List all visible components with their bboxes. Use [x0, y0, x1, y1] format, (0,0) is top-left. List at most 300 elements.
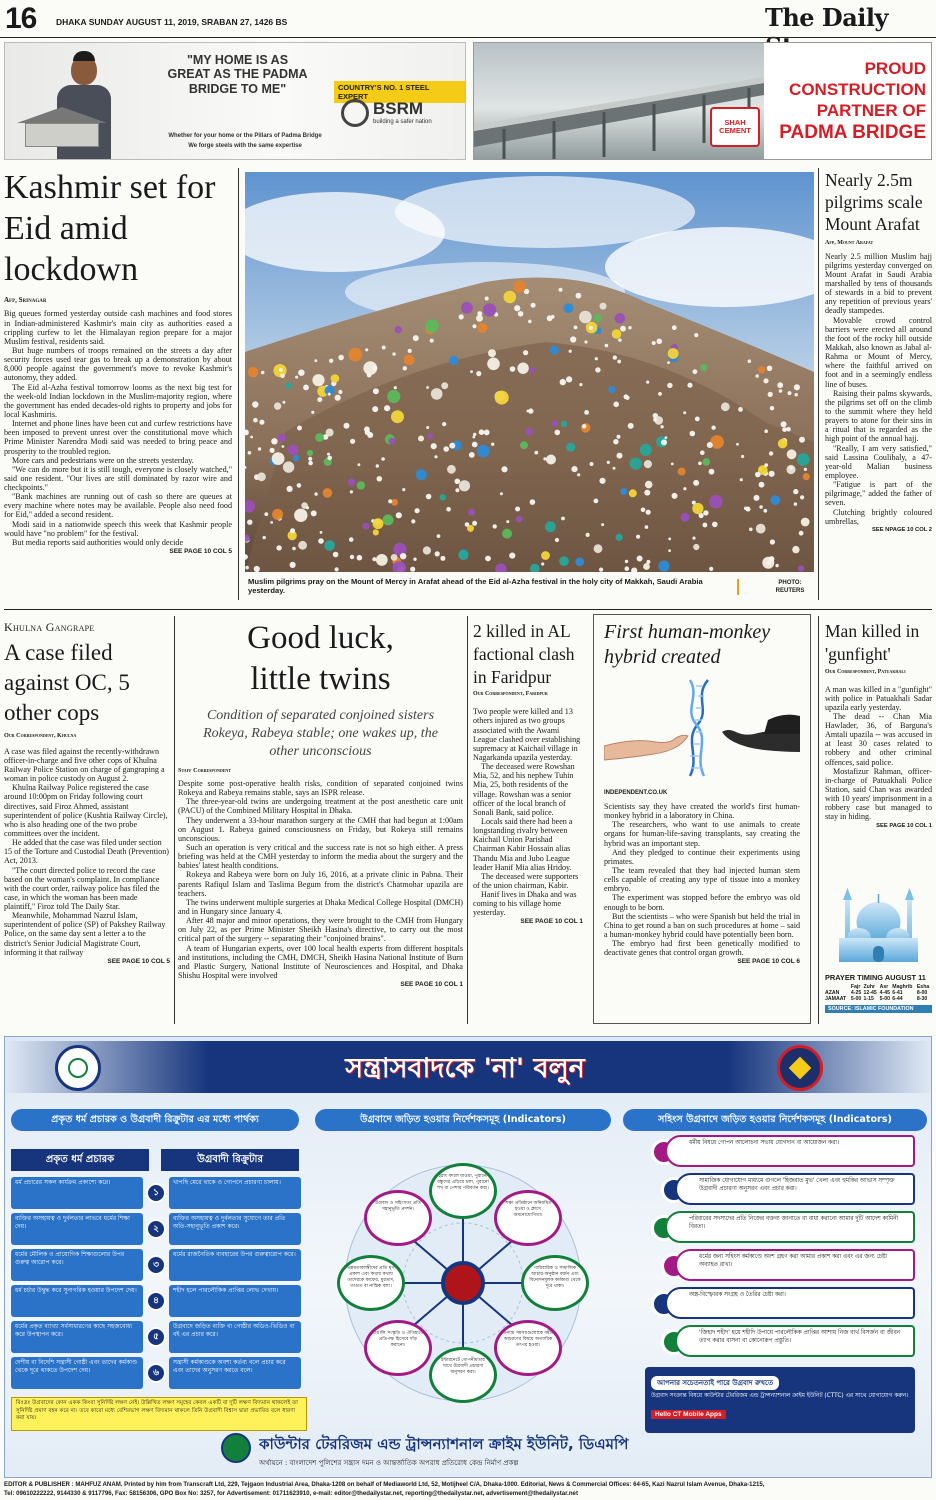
pilgrim	[748, 359, 752, 363]
pilgrim	[308, 461, 313, 466]
pilgrim	[290, 562, 296, 568]
twins-body	[178, 779, 463, 980]
pilgrim	[478, 311, 481, 314]
pilgrim	[253, 418, 258, 423]
umbrella	[692, 503, 703, 514]
unit-name: কাউন্টার টেররিজম এন্ড ট্রান্সন্যাশনাল ক্রাইম ইউনিট, ডিএমপি	[259, 1435, 629, 1453]
pilgrim	[577, 473, 580, 476]
faridpur-jump: SEE PAGE 10 COL 1	[520, 918, 583, 926]
umbrella	[559, 556, 569, 566]
umbrella	[324, 540, 335, 551]
true-preacher-cell: দেশীয় বা বিদেশি সন্ত্রাসী গোষ্ঠী এবং তাদের কর্মকাণ্ড থেকে দূরে থাকতে উপদেশ দেয়।	[11, 1357, 143, 1389]
row-number-badge: ৪	[146, 1291, 166, 1311]
prayer-title: PRAYER TIMING AUGUST 11	[825, 973, 926, 982]
umbrella	[758, 366, 765, 373]
pilgrim	[712, 522, 718, 528]
khulna-jump: SEE PAGE 10 COL 5	[107, 957, 170, 965]
pilgrim	[485, 556, 491, 562]
pilgrim	[449, 443, 455, 449]
pilgrim	[392, 352, 395, 355]
gunfight-byline: Our Correspondent, Patuakhali	[825, 668, 906, 675]
hybrid-para: The researchers, who want to use animals to create organs for human-life-saving transplants, say creating the hybrid was an important step.	[604, 820, 800, 848]
pilgrim	[770, 406, 774, 410]
pilgrim	[582, 424, 586, 428]
pilgrim	[372, 406, 378, 412]
pilgrim	[247, 520, 252, 525]
violent-indicator-list	[625, 1135, 925, 1375]
left-col-b-header: উগ্রবাদী রিক্রুটার	[161, 1149, 299, 1171]
pilgrim	[594, 499, 599, 504]
pilgrim	[327, 456, 332, 461]
pilgrim	[510, 366, 516, 372]
pilgrim	[613, 402, 619, 408]
pilgrim	[472, 324, 476, 328]
right-panel-heading: সহিংস উগ্রবাদে জড়িত হওয়ার নির্দেশকসমূহ (Indicators)	[623, 1109, 927, 1131]
pilgrim	[338, 390, 342, 394]
pilgrim	[625, 566, 630, 571]
page-number: 16	[5, 2, 37, 35]
hybrid-jump: SEE PAGE 10 COL 6	[737, 958, 800, 966]
umbrella	[517, 363, 528, 374]
pilgrim	[403, 366, 407, 370]
prayer-header: Esha	[916, 984, 930, 990]
pilgrim	[394, 386, 397, 389]
faridpur-para: Two people were killed and 13 others injured as two groups associated with the Awami League clashed over establishing supremacy at Kaichail village in Nagarkanda upazila yesterday.	[473, 707, 581, 762]
wheel-nodes	[319, 1137, 607, 1429]
umbrella	[298, 541, 307, 550]
comparison-row	[11, 1213, 301, 1245]
pilgrim	[800, 495, 804, 499]
contact-text: উগ্রবাদ সংক্রান্ত বিষয়ে কাউন্টার টেররিজম এন্ড ট্রান্সন্যাশনাল ক্রাইম ইউনিট (CTTC) এর সাথে যোগাযোগ করুন।	[651, 1393, 909, 1399]
shah-cement-ad	[473, 42, 932, 160]
contact-heading: আপনার সচেতনতাই পারে উগ্রবাদ রুখতে	[651, 1376, 779, 1390]
pilgrim	[707, 442, 713, 448]
extremist-recruiter-cell: শহীদ হলে পারলৌকিক প্রাপ্তির লোভ দেখায়।	[169, 1285, 301, 1317]
pilgrim	[338, 355, 344, 361]
violent-indicator-item: সামাজিক যোগাযোগ মাধ্যমে গুগলে 'হিজরাত মুভ' খেলা এবং হুমকির আভাস সম্পৃক্ত উগ্রবাদী প্রচারণা অনুসরণ এবং প্রচার করা।	[675, 1173, 915, 1205]
indicator-node: পারিবারিক ও সামাজিক আচার-অনুষ্ঠান বর্জন এবং বিনোদনমূলক কর্মকাণ্ড থেকে দূরে থাকা।	[521, 1255, 589, 1311]
umbrella	[608, 386, 615, 393]
ad-left-emblem	[55, 1045, 101, 1091]
umbrella	[658, 561, 669, 572]
bsrm-brand: BSRM	[373, 99, 424, 118]
pilgrim	[384, 405, 390, 411]
pilgrim	[270, 521, 273, 524]
pilgrim	[599, 478, 605, 484]
bsrm-sub1: Whether for your home or the Pillars of Padma Bridge	[168, 133, 322, 139]
umbrella	[467, 525, 474, 532]
faridpur-headline: 2 killed in AL factional clash in Faridpur	[473, 621, 575, 687]
pilgrim	[396, 512, 402, 518]
hybrid-para: And they pledged to continue their experiments using primates.	[604, 847, 800, 866]
umbrella	[801, 518, 810, 527]
umbrella	[331, 374, 340, 383]
pilgrim	[628, 423, 634, 429]
pilgrim	[625, 560, 628, 563]
arafat-story	[825, 170, 932, 602]
umbrella	[702, 458, 710, 466]
prayer-cell: 5-00	[850, 996, 862, 1002]
umbrella	[566, 443, 575, 452]
column-rule	[467, 616, 468, 1024]
pilgrim	[749, 528, 753, 532]
umbrella	[391, 499, 398, 506]
umbrella	[477, 323, 487, 333]
umbrella	[545, 521, 556, 532]
pilgrim	[261, 371, 265, 375]
pilgrim	[672, 493, 678, 499]
pilgrim	[559, 288, 563, 292]
pilgrim	[641, 508, 646, 513]
umbrella	[483, 303, 496, 316]
umbrella	[283, 461, 294, 472]
pilgrim	[740, 478, 743, 481]
umbrella	[593, 314, 601, 322]
pilgrim	[767, 561, 771, 565]
pilgrim	[411, 519, 415, 523]
prayer-cell: 4-45	[879, 990, 891, 996]
indicator-wheel	[319, 1137, 607, 1429]
umbrella	[640, 444, 652, 456]
pilgrim	[413, 335, 419, 341]
umbrella	[376, 554, 388, 566]
arafat-para: Movable crowd control barriers were erected all around the foot of the rocky hill outside Makkah, also known as Jabal al-Rahma or Mount of Mercy, where the faithful arrived on foot and in a seemingly endless line of buses.	[825, 315, 932, 389]
pilgrim	[388, 499, 392, 503]
pilgrim	[607, 461, 610, 464]
left-note: বিঃদ্রঃ উগ্রবাদের কোন একক কিংবা সুনির্দিষ্ট লক্ষণ নেই। উল্লিখিত লক্ষণ সমূহের কেবল একটি বা দুটি লক্ষণ বিদ্যমান থাকলেই তা সুনির্দিষ্ট প্রমাণ বহন করে না। তবে কারো মধ্যে বেশিরভাগ লক্ষণ বিদ্যমান থাকলে তিনি উগ্রবাদী বিশ্বাস দ্বারা প্রভাবিত বলে ধারণা করা যায়।	[11, 1397, 307, 1431]
pilgrim	[376, 464, 379, 467]
pilgrim	[377, 476, 383, 482]
pilgrim	[541, 562, 544, 565]
pilgrim	[534, 451, 538, 455]
pilgrim	[270, 448, 275, 453]
kashmir-para: Internet and phone lines have been cut and curfew restrictions have been imposed to prevent unrest over the constitutional move which Prime Minister Narendra Modi said was needed to bring peace and prosperity to the troubled region.	[4, 419, 232, 456]
masthead-rule	[0, 37, 936, 38]
twins-para: A team of Hungarian experts, over 100 local health experts from different hospitals and institutions, including the CMH, DMCH, Sheikh Hasina National Institute of Burn and Plastic Surgery, National Institute of Neurosciences and Hospital, and Dhaka Shishu Hospital were involved	[178, 943, 463, 981]
pilgrim	[574, 326, 578, 330]
umbrella	[348, 348, 362, 362]
pilgrim	[381, 457, 385, 461]
umbrella	[529, 367, 535, 373]
umbrella	[294, 509, 307, 522]
khulna-byline: Our Correspondent, Khulna	[4, 731, 77, 739]
pilgrim	[769, 471, 775, 477]
twins-byline: Staff Correspondent	[178, 767, 231, 775]
pilgrim	[365, 348, 368, 351]
bsrm-tagline: building a safer nation	[373, 119, 432, 125]
arafat-para: "Really, I am very satisfied," said Lassina Coulibaly, a 47-year-old Malian business employee.	[825, 443, 932, 480]
prayer-source: SOURCE: ISLAMIC FOUNDATION	[825, 1005, 932, 1013]
prayer-row	[825, 996, 932, 1002]
pilgrim	[657, 339, 663, 345]
prayer-header: Maghrib	[892, 984, 913, 990]
umbrella	[645, 481, 653, 489]
pilgrim	[617, 435, 621, 439]
pilgrim	[282, 445, 285, 448]
umbrella	[721, 402, 730, 411]
kashmir-para: "We can do more but it is still tough, everyone is closely watched," said one resident. "Our lives are still dominated by razor wire and checkpoints."	[4, 464, 232, 493]
umbrella	[504, 291, 517, 304]
pilgrim	[434, 455, 437, 458]
pilgrim	[703, 523, 708, 528]
violent-indicator-item: অস্ত্র-বিস্ফোরক সংগ্রহ ও তৈরির চেষ্টা করা।	[665, 1287, 915, 1319]
pilgrim	[646, 381, 649, 384]
pilgrim	[317, 397, 322, 402]
indicator-node: উগ্রবাদ ও সহিংসতা প্রতি সহানুভূতি প্রদর্শন।	[364, 1190, 432, 1246]
hybrid-credit: INDEPENDENT.CO.UK	[604, 790, 668, 796]
pilgrim	[295, 376, 298, 379]
khulna-para: "The court directed police to record the case based on the woman's complaint. In compliance with the court order, railway police has filed the case, in which the woman has been made plaintiff," Firoz told The Daily Star.	[4, 865, 160, 912]
pilgrim	[613, 439, 618, 444]
pilgrim	[455, 488, 459, 492]
pilgrim	[344, 423, 350, 429]
pilgrim	[311, 411, 314, 414]
pilgrim	[589, 326, 593, 330]
faridpur-byline: Our Correspondent, Faridpur	[473, 691, 548, 698]
bsrm-sub2: We forge steels with the same expertise	[188, 143, 302, 149]
column-rule	[174, 616, 175, 1024]
pilgrim	[263, 536, 266, 539]
umbrella	[477, 445, 490, 458]
pilgrim	[782, 427, 787, 432]
imprint-line-1: EDITOR & PUBLISHER : MAHFUZ ANAM. Printed by him from Transcraft Ltd, 229, Tejgaon Industrial Area, Dhaka-1208 on behalf of Mediaworld Ltd, 52, Motijheel C/A, Dhaka-1000. Editorial, News & Commercial Offices: 64-65, Kazi Nazrul Islam Avenue, Dhaka-1215,	[4, 1481, 765, 1488]
umbrella	[495, 391, 509, 405]
umbrella	[395, 326, 402, 333]
umbrella	[541, 551, 550, 560]
left-panel-heading: প্রকৃত ধর্ম প্রচারক ও উগ্রবাদী রিক্রুটার এর মধ্যে পার্থক্য	[11, 1109, 299, 1131]
umbrella	[458, 550, 468, 560]
umbrella	[693, 544, 699, 550]
pilgrim	[698, 462, 702, 466]
comparison-row	[11, 1285, 301, 1317]
pilgrim	[245, 566, 249, 570]
pilgrim	[248, 451, 252, 455]
bsrm-badge: COUNTRY'S NO. 1 STEEL EXPERT	[334, 81, 465, 103]
pilgrim	[493, 524, 497, 528]
shah-line1: PROUD	[864, 59, 926, 78]
umbrella	[502, 529, 512, 539]
pilgrim	[528, 320, 532, 324]
comparison-rows	[11, 1177, 301, 1393]
column-rule	[238, 168, 239, 600]
umbrella	[513, 280, 526, 293]
gunfight-para: The dead -- Chan Mia Hawlader, 36, of Barguna's Amtali upazila -- was accused in at least 30 cases related to robbery and other criminal offences, said police.	[825, 711, 932, 767]
umbrella	[423, 546, 431, 554]
pilgrim	[282, 401, 285, 404]
pilgrim	[576, 293, 582, 299]
gunfight-jump: SEE PAGE 10 COL 1	[876, 822, 932, 829]
gunfight-story	[825, 620, 932, 880]
violent-indicator-item: 'জিহাদ শহীদ' হয়ে শহীদি উপায়ে পারলৌকিক প্রাপ্তির আশায় নিজ বার্থ বিসর্জন বা জীবন ত্যাগ করার বাসনা বা কোনোরূপ প্রস্তুতি।	[675, 1325, 915, 1357]
hybrid-headline: First human-monkey hybrid created	[604, 621, 771, 668]
umbrella	[391, 410, 404, 423]
pilgrim	[329, 359, 333, 363]
pilgrim	[328, 393, 331, 396]
umbrella	[488, 349, 496, 357]
pilgrim	[779, 389, 783, 393]
app-label[interactable]: Hello CT Mobile Apps	[651, 1410, 726, 1419]
pilgrim	[755, 472, 761, 478]
faridpur-para: The deceased were Rowshan Mia, 52, and his nephew Tuhin Mia, 25, both residents of the village. Rowshan was a senior officer of the local branch of Sonali Bank, said police.	[473, 762, 575, 817]
faridpur-story	[473, 620, 583, 1025]
twins-para: The three-year-old twins are undergoing treatment at the post anesthetic care unit (PACU) of the Combined Military Hospital in Dhaka.	[178, 797, 463, 816]
umbrella	[803, 473, 810, 480]
pilgrim	[264, 512, 268, 516]
pilgrim	[652, 341, 656, 345]
gunfight-para: A man was killed in a "gunfight" with police in Patuakhali Sadar upazila early yesterday.	[825, 684, 932, 712]
pilgrim	[297, 426, 302, 431]
pilgrim	[579, 383, 582, 386]
twins-para: Such an operation is very critical and the success rate is not so high either. A press briefing was held at the CMH yesterday to inform the media about the surgery and the babies' latest health conditions.	[178, 843, 463, 871]
umbrella	[668, 348, 679, 359]
mid-panel-heading: উগ্রবাদে জড়িত হওয়ার নির্দেশকসমূহ (Indicators)	[315, 1109, 611, 1131]
kashmir-para: "Bank machines are running out of cash so there are queues at every machine where notes may be available. People also need food for Eid," added a second resident.	[4, 492, 232, 520]
pilgrim	[506, 520, 509, 523]
faridpur-para: Hanif lives in Dhaka and was coming to his village home yesterday.	[473, 890, 577, 918]
indicator-node: বাঙালি সংস্কৃতি ও ঐতিহ্যকে প্রতিপক্ষ হিসেবে দাঁড় করানো।	[364, 1320, 432, 1376]
umbrella	[612, 329, 622, 339]
pilgrim	[279, 368, 283, 372]
pilgrim	[618, 338, 621, 341]
pilgrim	[443, 446, 449, 452]
kashmir-body	[4, 309, 232, 547]
pilgrim	[435, 551, 440, 556]
umbrella	[616, 534, 623, 541]
pilgrim	[491, 443, 494, 446]
arafat-para: "Fatigue is part of the pilgrimage," added the father of seven.	[825, 480, 932, 508]
true-preacher-cell: ধর্মের মৌলিক ও প্রায়োগিক শিক্ষাগুলোর উপর গুরুত্ব আরোপ করে।	[11, 1249, 143, 1281]
pilgrim	[620, 326, 626, 332]
prayer-table	[825, 984, 932, 1002]
pilgrim	[350, 439, 355, 444]
indicator-node: ভিন্নমতাবলম্বীদের প্রতি ঘৃণা প্রকাশ এবং কথায় কথায় তাদেরকে কাফের, মুরতাদ, তাগুত বা নাস্তিক বলা।	[337, 1255, 405, 1311]
kashmir-para: Modi said in a nationwide speech this week that Kashmir people would have "no problem" for the festival.	[4, 519, 232, 538]
pilgrim	[259, 420, 264, 425]
umbrella	[272, 452, 285, 465]
pilgrim	[459, 314, 464, 319]
arafat-para: Clutching brightly coloured umbrellas,	[825, 507, 932, 526]
umbrella	[357, 481, 365, 489]
pilgrim	[485, 297, 489, 301]
pilgrim	[472, 521, 477, 526]
kashmir-para: Big queues formed yesterday outside cash machines and food stores in Indian-administered Kashmir's main city as authorities eased a crippling curfew to let the Himalayan region prepare for a major Muslim festival, residents said.	[4, 309, 232, 346]
umbrella	[630, 458, 642, 470]
pilgrim	[455, 479, 461, 485]
umbrella	[798, 565, 804, 571]
umbrella	[644, 460, 652, 468]
photo-credit: PHOTO: REUTERS	[775, 580, 805, 594]
pilgrim	[700, 450, 705, 455]
umbrella	[307, 450, 313, 456]
pilgrim	[402, 488, 405, 491]
true-preacher-cell: ধর্মের প্রকৃত ব্যাখ্যা সর্বসাধারণের কাছে সহজবোধ্য করে উপস্থাপন করে।	[11, 1321, 143, 1353]
pilgrim	[694, 333, 698, 337]
extremist-recruiter-cell: ধর্মের রাজনৈতিক ব্যবহারের উপর গুরুত্বারোপ করে।	[169, 1249, 301, 1281]
shah-logo-box	[710, 107, 760, 147]
hybrid-para: The embryo had first been genetically modified to deactivate genes that control organ growth.	[604, 939, 800, 958]
pilgrim	[770, 539, 775, 544]
extremist-recruiter-cell: উগ্রবাদে জড়িত ব্যক্তি বা গোষ্ঠীর অডিও-ভিডিও বা বই এর প্রচার করে।	[169, 1321, 301, 1353]
umbrella	[312, 374, 324, 386]
comparison-row	[11, 1249, 301, 1281]
ad-title: সন্ত্রাসবাদকে 'না' বলুন	[345, 1053, 585, 1084]
pilgrim	[570, 336, 576, 342]
prayer-cell: JAMAAT	[825, 996, 847, 1002]
umbrella	[520, 441, 528, 449]
pilgrim	[426, 494, 432, 500]
bsrm-slogan: "MY HOME IS AS GREAT AS THE PADMA BRIDGE TO ME"	[167, 53, 308, 96]
twins-story	[178, 618, 463, 1023]
pilgrim	[470, 370, 473, 373]
pilgrim	[518, 311, 524, 317]
pilgrim	[382, 346, 386, 350]
pilgrim	[410, 567, 415, 572]
shah-line4: PADMA BRIDGE	[779, 122, 926, 143]
pilgrim	[764, 429, 768, 433]
unit-credit: অর্থায়নে : বাংলাদেশ পুলিশের সন্ত্রাস দমন ও আন্তর্জাতিক অপরাধ প্রতিরোধ কেন্দ্র নির্মাণ প্রকল্প	[259, 1459, 519, 1467]
prayer-header: Fajr	[850, 984, 861, 990]
pilgrim	[311, 510, 317, 516]
umbrella	[288, 445, 299, 456]
pilgrim	[671, 463, 674, 466]
row-number-badge: ২	[146, 1219, 166, 1239]
umbrella	[787, 449, 797, 459]
section-rule	[4, 609, 932, 610]
arafat-para: Raising their palms skywards, the pilgrims set off on the climb to the summit where they held prayers to atone for their sins in a ritual that is regarded as the high point of the annual hajj.	[825, 388, 932, 444]
pilgrim	[617, 360, 621, 364]
umbrella	[643, 563, 650, 570]
umbrella	[526, 428, 533, 435]
umbrella	[416, 469, 427, 480]
twins-jump: SEE PAGE 10 COL 1	[400, 981, 463, 989]
pilgrim	[515, 507, 520, 512]
prayer-box	[825, 882, 932, 1028]
pilgrim	[590, 462, 594, 466]
khulna-para: Khulna Railway Police registered the case around 10:00pm on Friday following court directives, said Firoz Ahmed, assistant superintendent of police (Kushtia Railway Circle), who is also heading one of the two probe committees over the incident.	[4, 783, 168, 838]
pilgrim	[668, 549, 671, 552]
shah-line3: PARTNER OF	[816, 101, 926, 120]
umbrella	[383, 514, 394, 525]
faridpur-para: Locals said there had been a longstanding rivalry between Kaichail Union Parishad Chairman Kabir Hossain alias Thandu Mia and Jubo League leader Hanif Mia alias Hridoy.	[473, 816, 573, 872]
pilgrim	[769, 556, 775, 562]
arafat-jump: SEE NPAGE 10 COL 2	[871, 526, 932, 533]
prayer-cell: 1-15	[863, 996, 874, 1002]
pilgrim	[484, 430, 490, 436]
umbrella	[778, 439, 788, 449]
umbrella	[564, 303, 574, 313]
pilgrim	[350, 555, 354, 559]
umbrella	[615, 313, 626, 324]
pilgrim	[703, 510, 708, 515]
twins-para: They underwent a 33-hour marathon surgery at the CMH that had begun at 1:00am on August 1. Rabeya gained consciousness on Friday, but Rokeya still remains unconscious.	[178, 815, 463, 843]
pilgrim	[318, 538, 324, 544]
umbrella	[441, 382, 448, 389]
photo-caption: Muslim pilgrims pray on the Mount of Mercy in Arafat ahead of the Eid al-Azha festival in the holy city of Makkah, Saudi Arabia yesterday.	[248, 577, 703, 596]
pilgrim	[754, 495, 760, 501]
umbrella	[449, 356, 458, 365]
pilgrim	[584, 410, 589, 415]
pilgrim	[692, 537, 695, 540]
pilgrim	[476, 371, 481, 376]
pilgrim	[413, 558, 416, 561]
pilgrim	[555, 430, 561, 436]
pilgrim	[799, 437, 805, 443]
pilgrim	[799, 531, 804, 536]
pilgrim	[287, 486, 293, 492]
prayer-cell: 5-00	[879, 996, 891, 1002]
arafat-photo	[245, 172, 814, 572]
umbrella	[418, 436, 424, 442]
